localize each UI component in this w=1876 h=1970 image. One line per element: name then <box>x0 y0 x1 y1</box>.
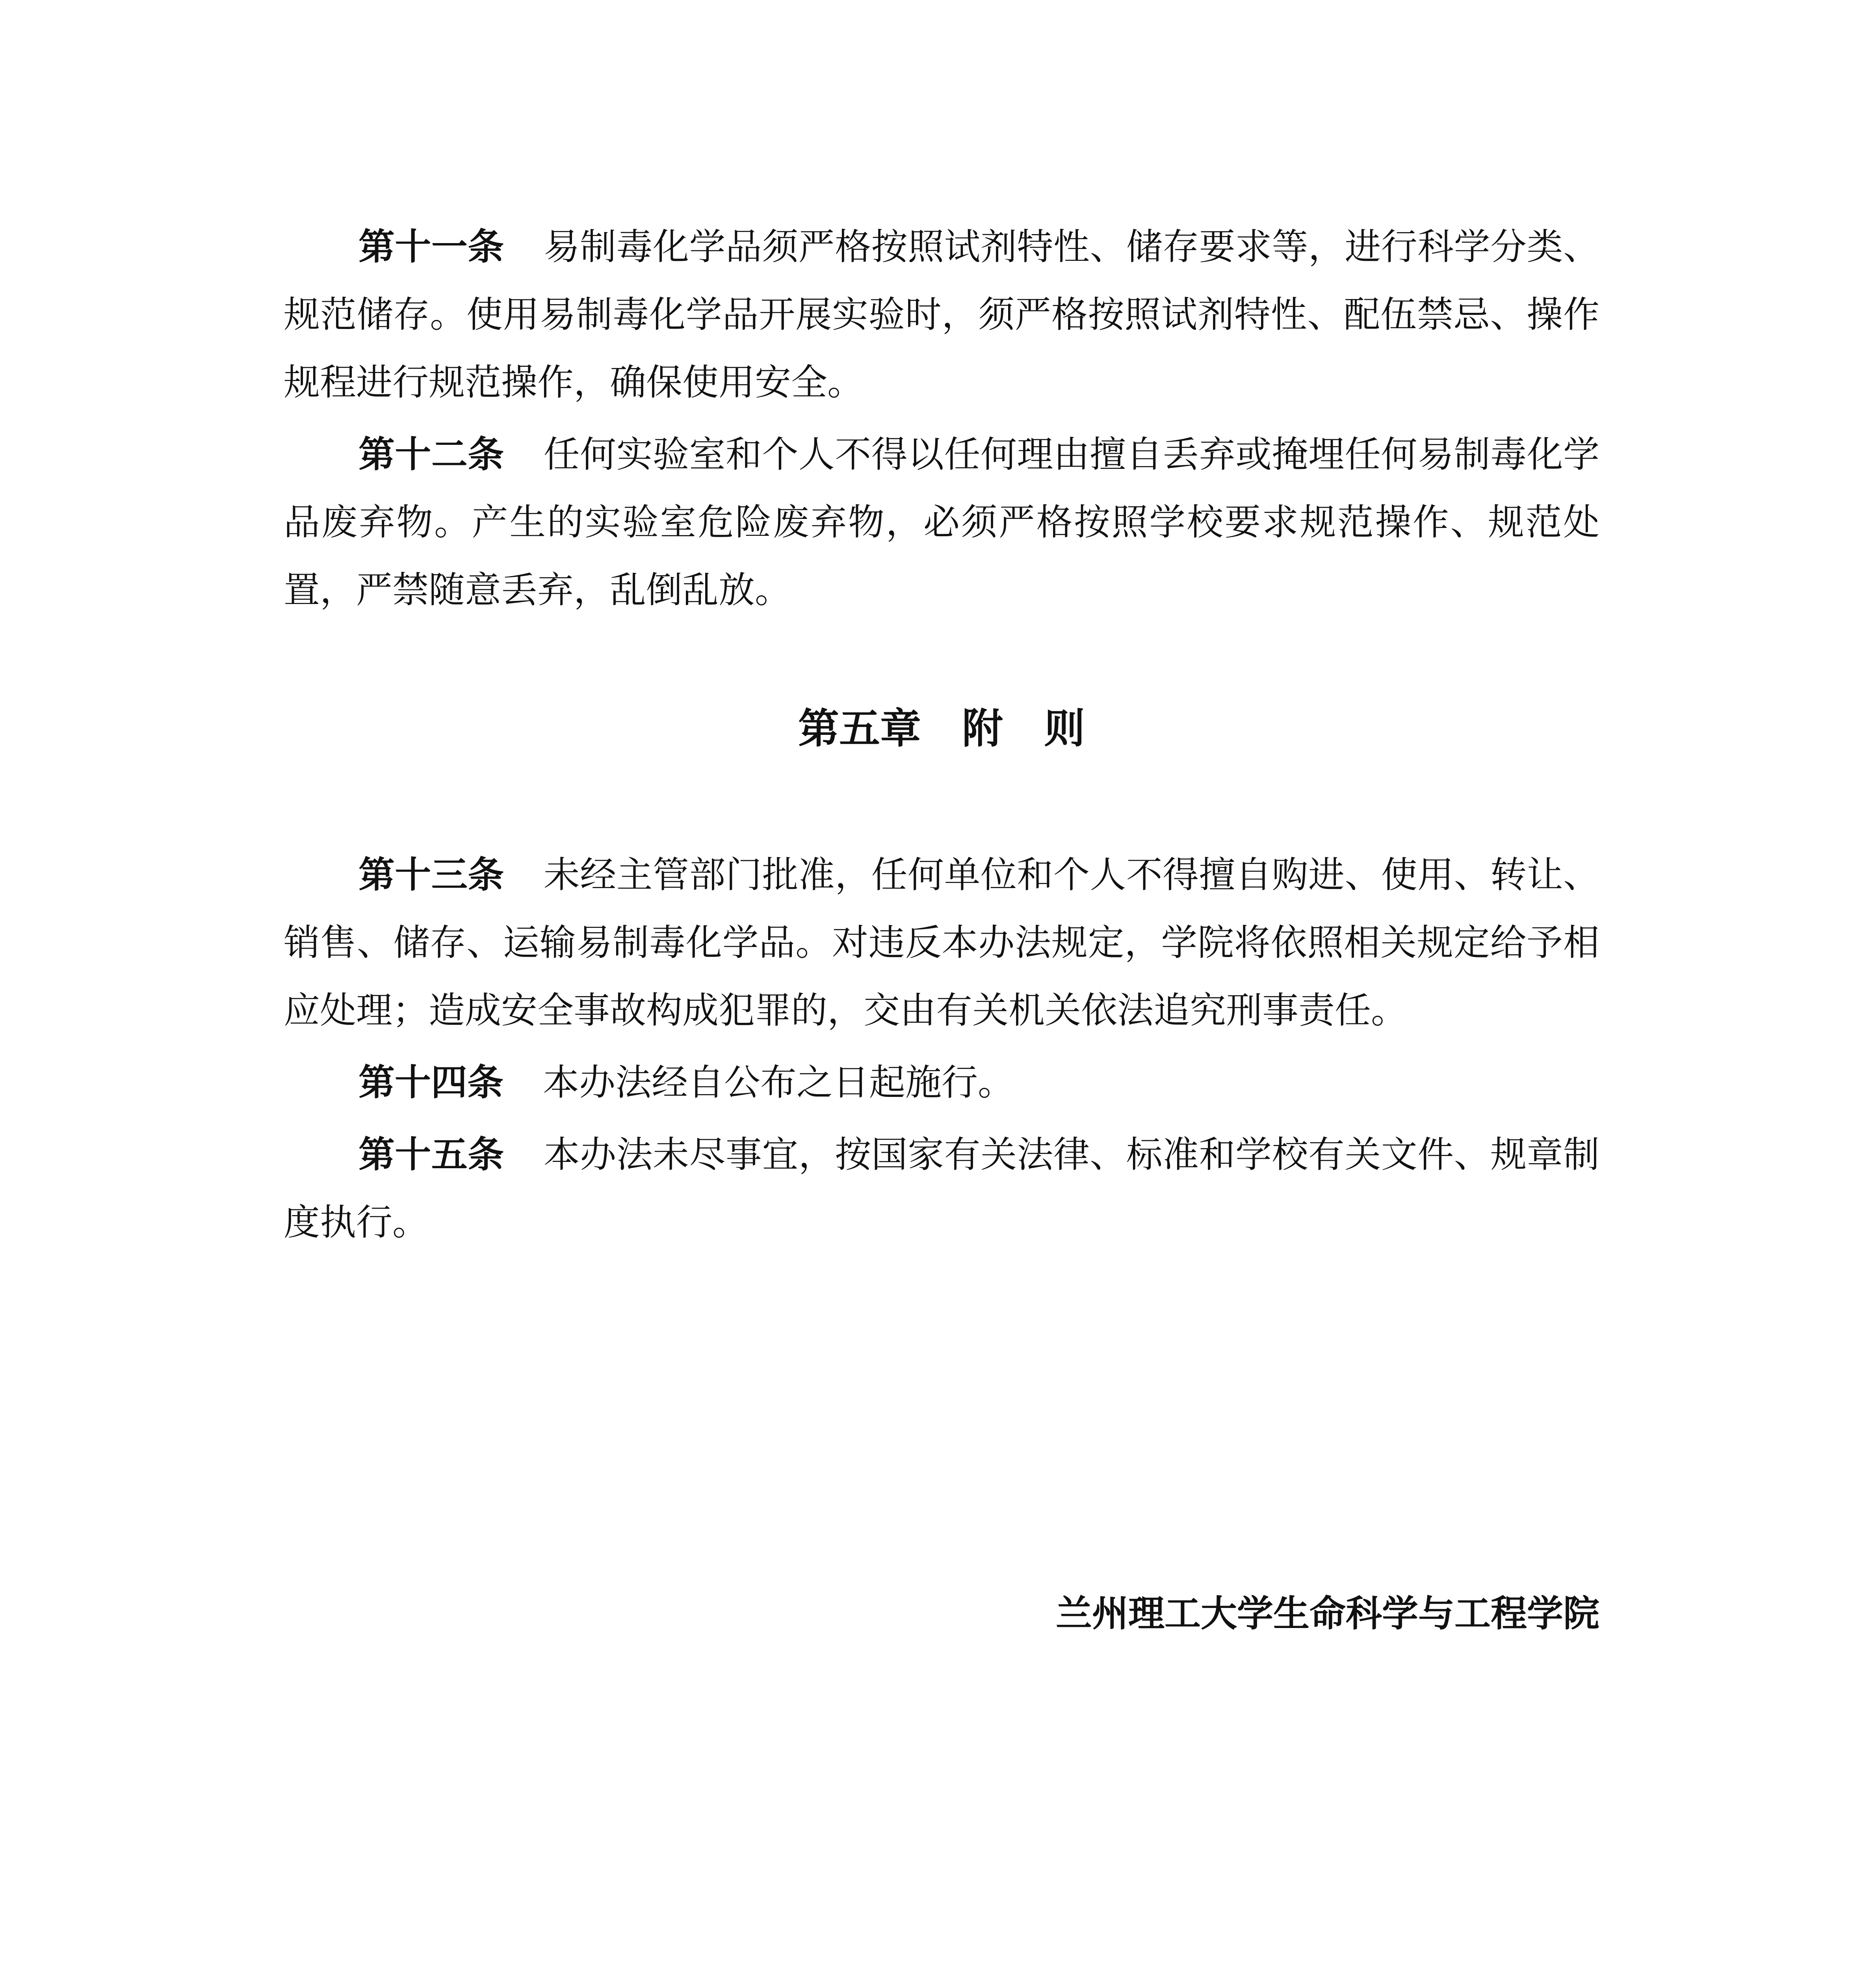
article-15 <box>284 1121 1599 1256</box>
article-text: 任何实验室和个人不得以任何理由擅自丢弃或掩埋任何易制毒化学品废弃物。产生的实验室危险废弃物，必须严格按照学校要求规范操作、规范处置，严禁随意丢弃，乱倒乱放。 <box>284 433 1599 611</box>
article-text: 本办法未尽事宜，按国家有关法律、标准和学校有关文件、规章制度执行。 <box>284 1134 1599 1243</box>
article-12 <box>284 420 1599 624</box>
article-number: 第十一条 <box>358 225 504 268</box>
article-text: 未经主管部门批准，任何单位和个人不得擅自购进、使用、转让、销售、储存、运输易制毒化学品。对违反本办法规定，学院将依照相关规定给予相应处理；造成安全事故构成犯罪的，交由有关机关依法追究刑事责任。 <box>284 854 1599 1031</box>
article-number: 第十五条 <box>358 1133 504 1176</box>
article-14 <box>284 1048 1599 1117</box>
chapter-title: 第五章 附 则 <box>798 704 1085 753</box>
article-13 <box>284 841 1599 1044</box>
article-number: 第十三条 <box>358 853 504 896</box>
article-number: 第十二条 <box>358 433 504 476</box>
article-text: 易制毒化学品须严格按照试剂特性、储存要求等，进行科学分类、规范储存。使用易制毒化学品开展实验时，须严格按照试剂特性、配伍禁忌、操作规程进行规范操作，确保使用安全。 <box>284 226 1599 403</box>
article-number: 第十四条 <box>358 1061 504 1104</box>
article-11 <box>284 213 1599 416</box>
issuer-signature: 兰州理工大学生命科学与工程学院 <box>1055 1592 1599 1635</box>
document-body <box>284 213 1599 1256</box>
article-text: 本办法经自公布之日起施行。 <box>543 1061 1014 1104</box>
